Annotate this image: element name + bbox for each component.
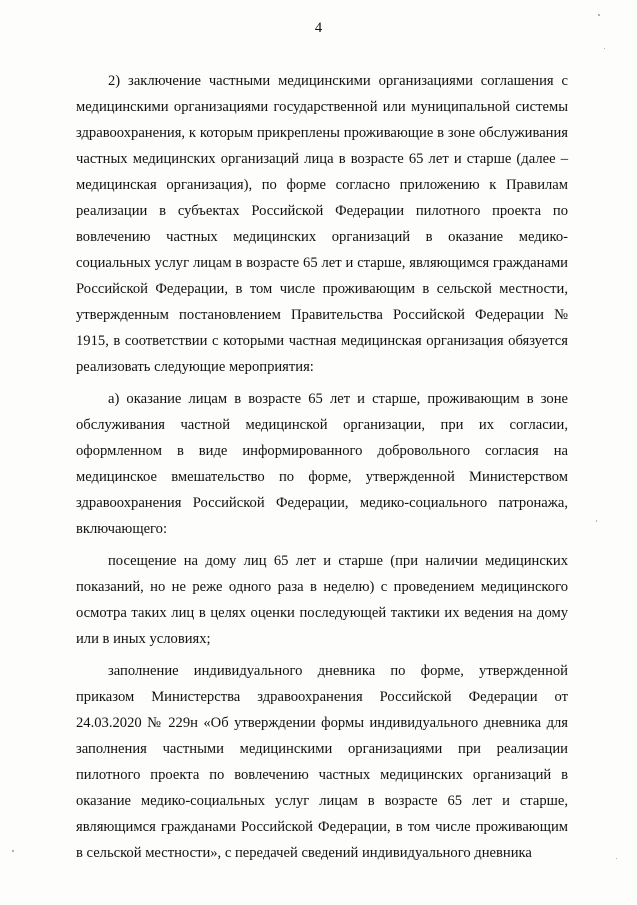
scan-speck bbox=[604, 48, 605, 49]
scan-speck bbox=[12, 850, 14, 852]
scan-speck bbox=[598, 14, 600, 16]
paragraph-diary: заполнение индивидуального дневника по форме, утвержденной приказом Министерства здравоохранения Российской Федерации от 24.03.2020 № 229н «Об утверждении формы индивидуального дневника для заполнения частными медицинскими организациями при реализации пилотного проекта по вовлечению частных медицинских организаций в оказание медико-социальных услуг лицам в возрасте 65 лет и старше, являющимся гражданами Российской Федерации, в том числе проживающим в сельской местности», с передачей сведений индивидуального дневника bbox=[76, 663, 568, 861]
scan-speck bbox=[596, 520, 597, 522]
paragraph-patronage: а) оказание лицам в возрасте 65 лет и старше, проживающим в зоне обслуживания частной медицинской организации, при их согласии, оформленном в виде информированного добровольного согласия на медицинское вмешательство по форме, утвержденной Министерством здравоохранения Российской Федерации, медико-социального патронажа, включающего: bbox=[76, 391, 568, 537]
paragraph-agreement: 2) заключение частными медицинскими организациями соглашения с медицинскими организациями государственной или муниципальной системы здравоохранения, к которым прикреплены проживающие в зоне обслуживания частных медицинских организаций лица в возрасте 65 лет и старше (далее – медицинская организация), по форме согласно приложению к Правилам реализации в субъектах Российской Федерации пилотного проекта по вовлечению частных медицинских организаций в оказание медико-социальных услуг лицам в возрасте 65 лет и старше, являющимся гражданами Российской Федерации, в том числе проживающим в сельской местности, утвержденным постановлением Правительства Российской Федерации № 1915, в соответствии с которыми частная медицинская организация обязуется реализовать следующие мероприятия: bbox=[76, 73, 568, 375]
document-body bbox=[76, 68, 568, 866]
scan-speck bbox=[616, 858, 617, 859]
page-number: 4 bbox=[314, 20, 323, 36]
paragraph-home-visit: посещение на дому лиц 65 лет и старше (при наличии медицинских показаний, но не реже одного раза в неделю) с проведением медицинского осмотра таких лиц в целях оценки последующей тактики их ведения на дому или в иных условиях; bbox=[76, 553, 568, 647]
